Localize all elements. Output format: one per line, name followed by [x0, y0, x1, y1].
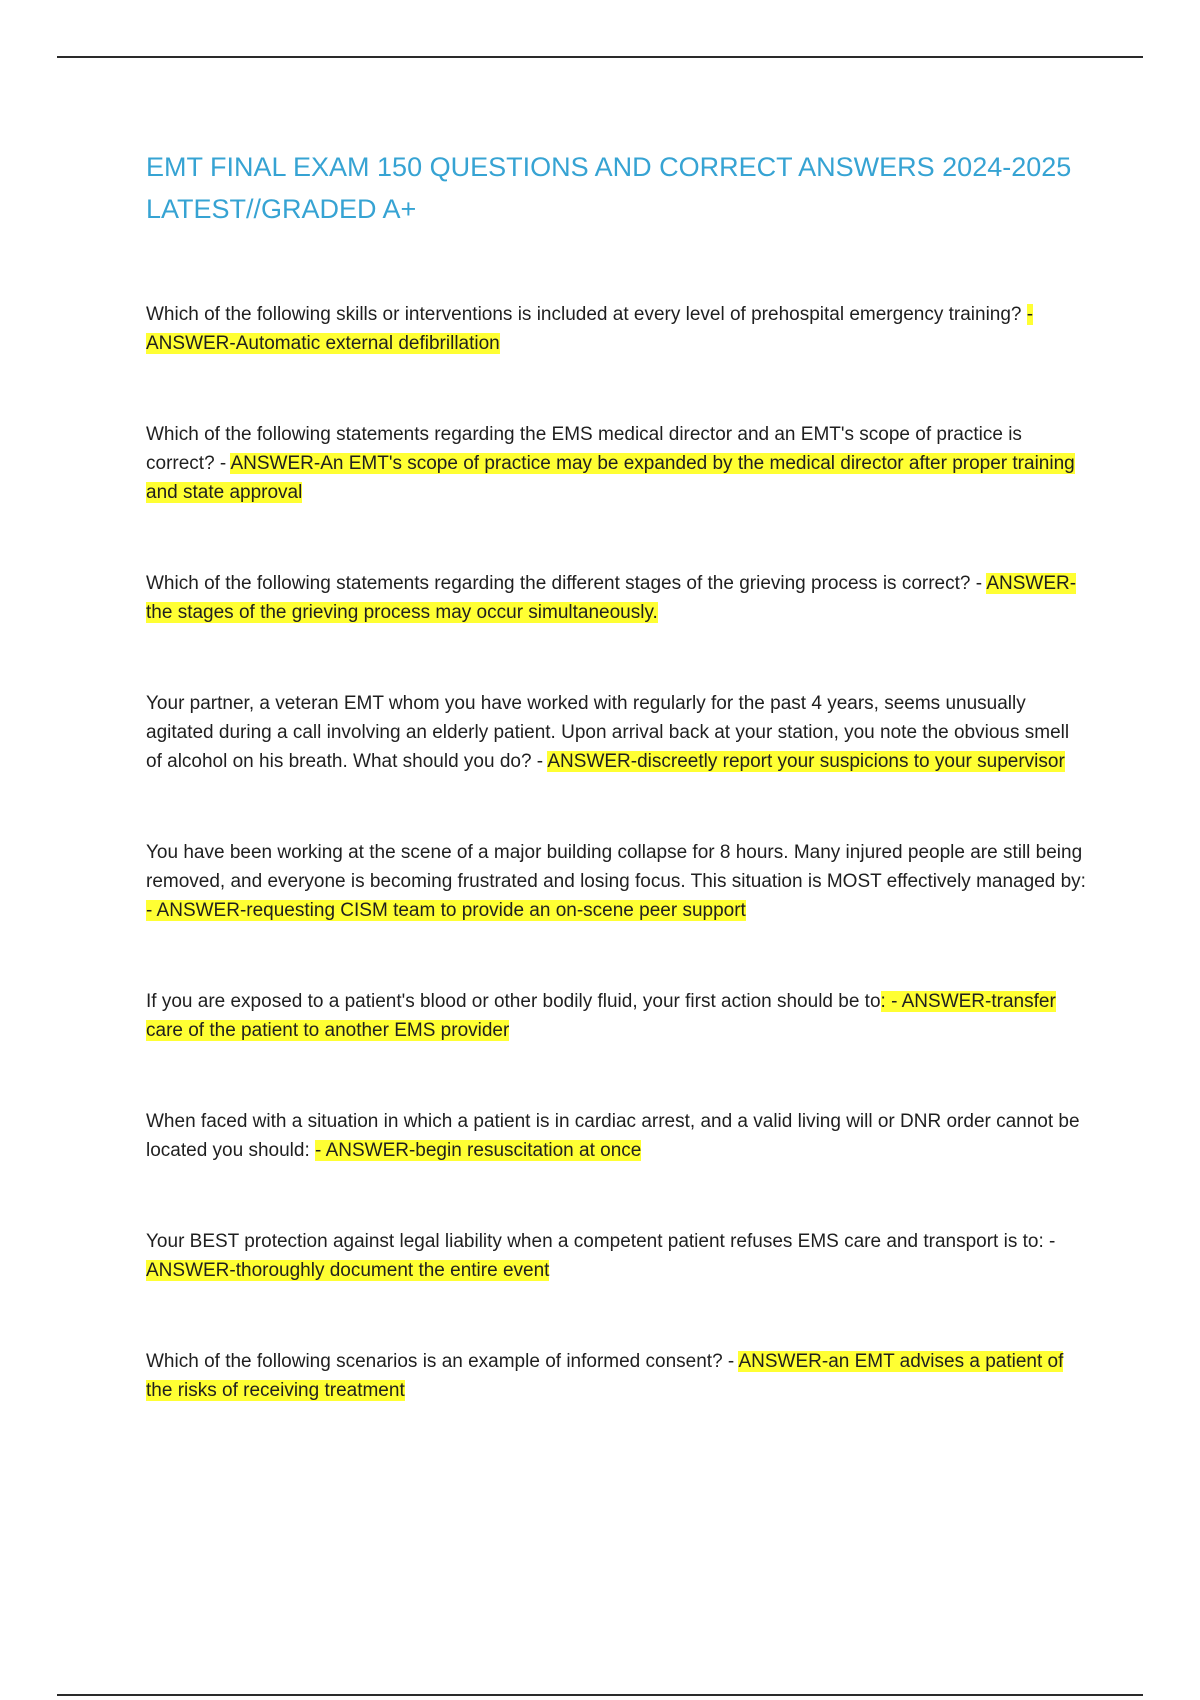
answer-highlight: ANSWER-an EMT advises a patient of the risks of receiving treatment — [146, 1351, 1064, 1401]
answer-highlight: - ANSWER-requesting CISM team to provide an on-scene peer support — [146, 900, 746, 921]
qa-item — [146, 987, 1086, 1045]
qa-item — [146, 689, 1086, 776]
answer-highlight: ANSWER-An EMT's scope of practice may be expanded by the medical director after proper training and state approval — [146, 453, 1075, 503]
qa-item — [146, 838, 1086, 925]
document-title: EMT FINAL EXAM 150 QUESTIONS AND CORRECT ANSWERS 2024-2025 LATEST//GRADED A+ — [146, 152, 1072, 224]
top-rule — [57, 56, 1143, 58]
question-text: Which of the following statements regarding the different stages of the grieving process is correct? - — [146, 573, 987, 594]
qa-item — [146, 420, 1086, 507]
answer-highlight: ANSWER-discreetly report your suspicions to your supervisor — [547, 751, 1065, 772]
question-text: If you are exposed to a patient's blood or other bodily fluid, your first action should be to — [146, 991, 881, 1012]
document-body — [146, 146, 1086, 1405]
qa-item — [146, 569, 1086, 627]
question-text: Your BEST protection against legal liability when a competent patient refuses EMS care and transport is to: - — [146, 1231, 1056, 1252]
answer-highlight: - ANSWER-begin resuscitation at once — [315, 1140, 642, 1161]
question-text: When faced with a situation in which a patient is in cardiac arrest, and a valid living will or DNR order cannot be located you should: — [146, 1111, 1080, 1161]
question-text: Which of the following skills or interventions is included at every level of prehospital emergency training? — [146, 304, 1027, 325]
question-text: Which of the following statements regarding the EMS medical director and an EMT's scope of practice is correct? - — [146, 424, 1022, 474]
answer-highlight: - ANSWER-Automatic external defibrillation — [146, 304, 1034, 354]
question-text: Your partner, a veteran EMT whom you have worked with regularly for the past 4 years, seems unusually agitated during a call involving an elderly patient. Upon arrival back at your station, you note the obvious smell of alcohol on his breath. What should you do? - — [146, 693, 1070, 772]
answer-highlight: ANSWER-the stages of the grieving process may occur simultaneously. — [146, 573, 1077, 623]
qa-item — [146, 1227, 1086, 1285]
qa-item — [146, 1347, 1086, 1405]
question-text: You have been working at the scene of a major building collapse for 8 hours. Many injured people are still being removed, and everyone is becoming frustrated and losing focus. This situation is MOST effectively managed by: — [146, 842, 1086, 892]
qa-item — [146, 300, 1086, 358]
answer-highlight: ANSWER-thoroughly document the entire event — [146, 1260, 550, 1281]
answer-highlight: : - ANSWER-transfer care of the patient to another EMS provider — [146, 991, 1056, 1041]
qa-item — [146, 1107, 1086, 1165]
question-text: Which of the following scenarios is an example of informed consent? - — [146, 1351, 739, 1372]
bottom-rule — [57, 1694, 1143, 1696]
